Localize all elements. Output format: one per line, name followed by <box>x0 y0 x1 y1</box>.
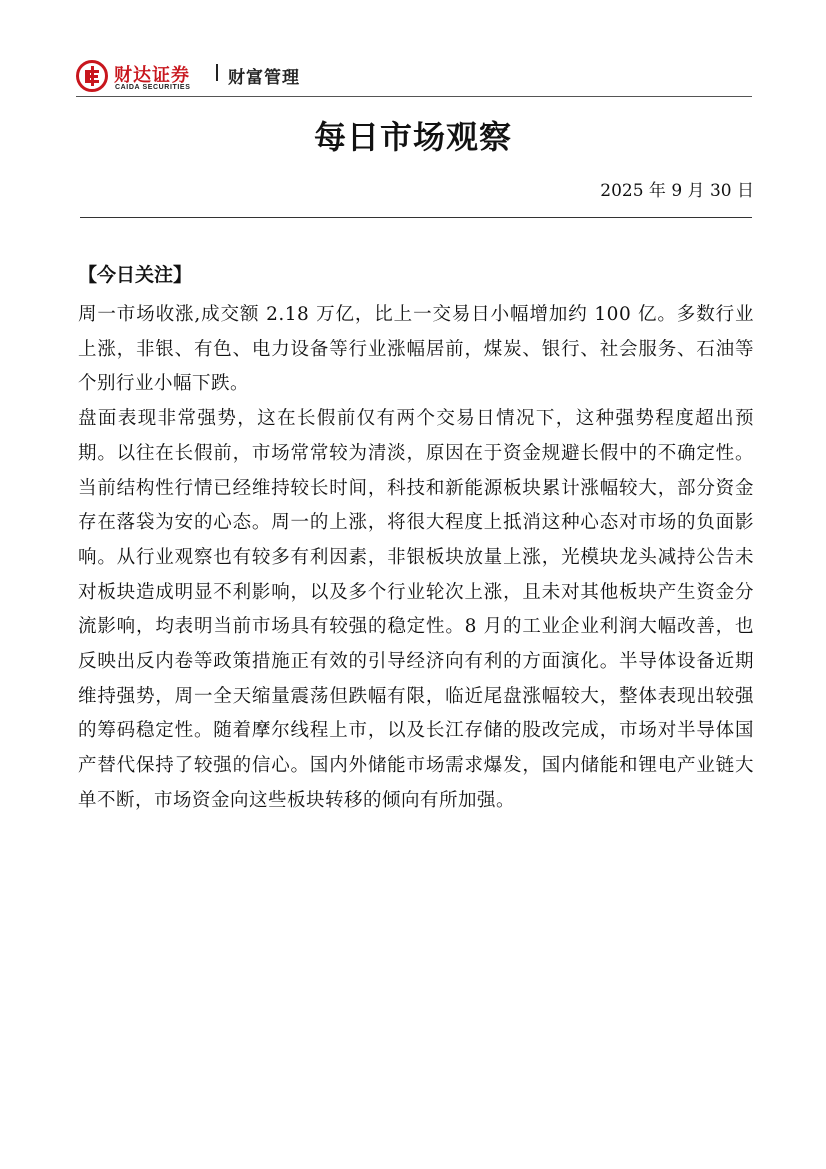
brand-name-en: CAIDA SECURITIES <box>115 84 191 91</box>
title-divider <box>80 217 752 218</box>
section-body <box>78 298 754 819</box>
brand-subtitle: 财富管理 <box>228 68 300 88</box>
page-title: 每日市场观察 <box>313 118 512 156</box>
brand-name-cn: 财达证券 <box>114 65 190 86</box>
report-date: 2025 年 9 月 30 日 <box>600 181 754 201</box>
header-divider <box>76 96 752 97</box>
paragraph: 盘面表现非常强势，这在长假前仅有两个交易日情况下，这种强势程度超出预期。以往在长假前，市场常常较为清淡，原因在于资金规避长假中的不确定性。当前结构性行情已经维持较长时间，科技和新能源板块累计涨幅较大，部分资金存在落袋为安的心态。周一的上涨，将很大程度上抵消这种心态对市场的负面影响。从行业观察也有较多有利因素，非银板块放量上涨，光模块龙头减持公告未对板块造成明显不利影响，以及多个行业轮次上涨，且未对其他板块产生资金分流影响，均表明当前市场具有较强的稳定性。8 月的工业企业利润大幅改善，也反映出反内卷等政策措施正有效的引导经济向有利的方面演化。半导体设备近期维持强势，周一全天缩量震荡但跌幅有限，临近尾盘涨幅较大，整体表现出较强的筹码稳定性。随着摩尔线程上市，以及长江存储的股改完成，市场对半导体国产替代保持了较强的信心。国内外储能市场需求爆发，国内储能和锂电产业链大单不断，市场资金向这些板块转移的倾向有所加强。 <box>78 408 754 811</box>
section-heading: 【今日关注】 <box>78 264 193 286</box>
page-header <box>76 58 752 98</box>
brand-separator <box>216 64 218 81</box>
paragraph: 周一市场收涨,成交额 2.18 万亿，比上一交易日小幅增加约 100 亿。多数行业上涨，非银、有色、电力设备等行业涨幅居前，煤炭、银行、社会服务、石油等个别行业小幅下跌。 <box>78 304 754 395</box>
caida-logo-icon <box>76 60 108 92</box>
